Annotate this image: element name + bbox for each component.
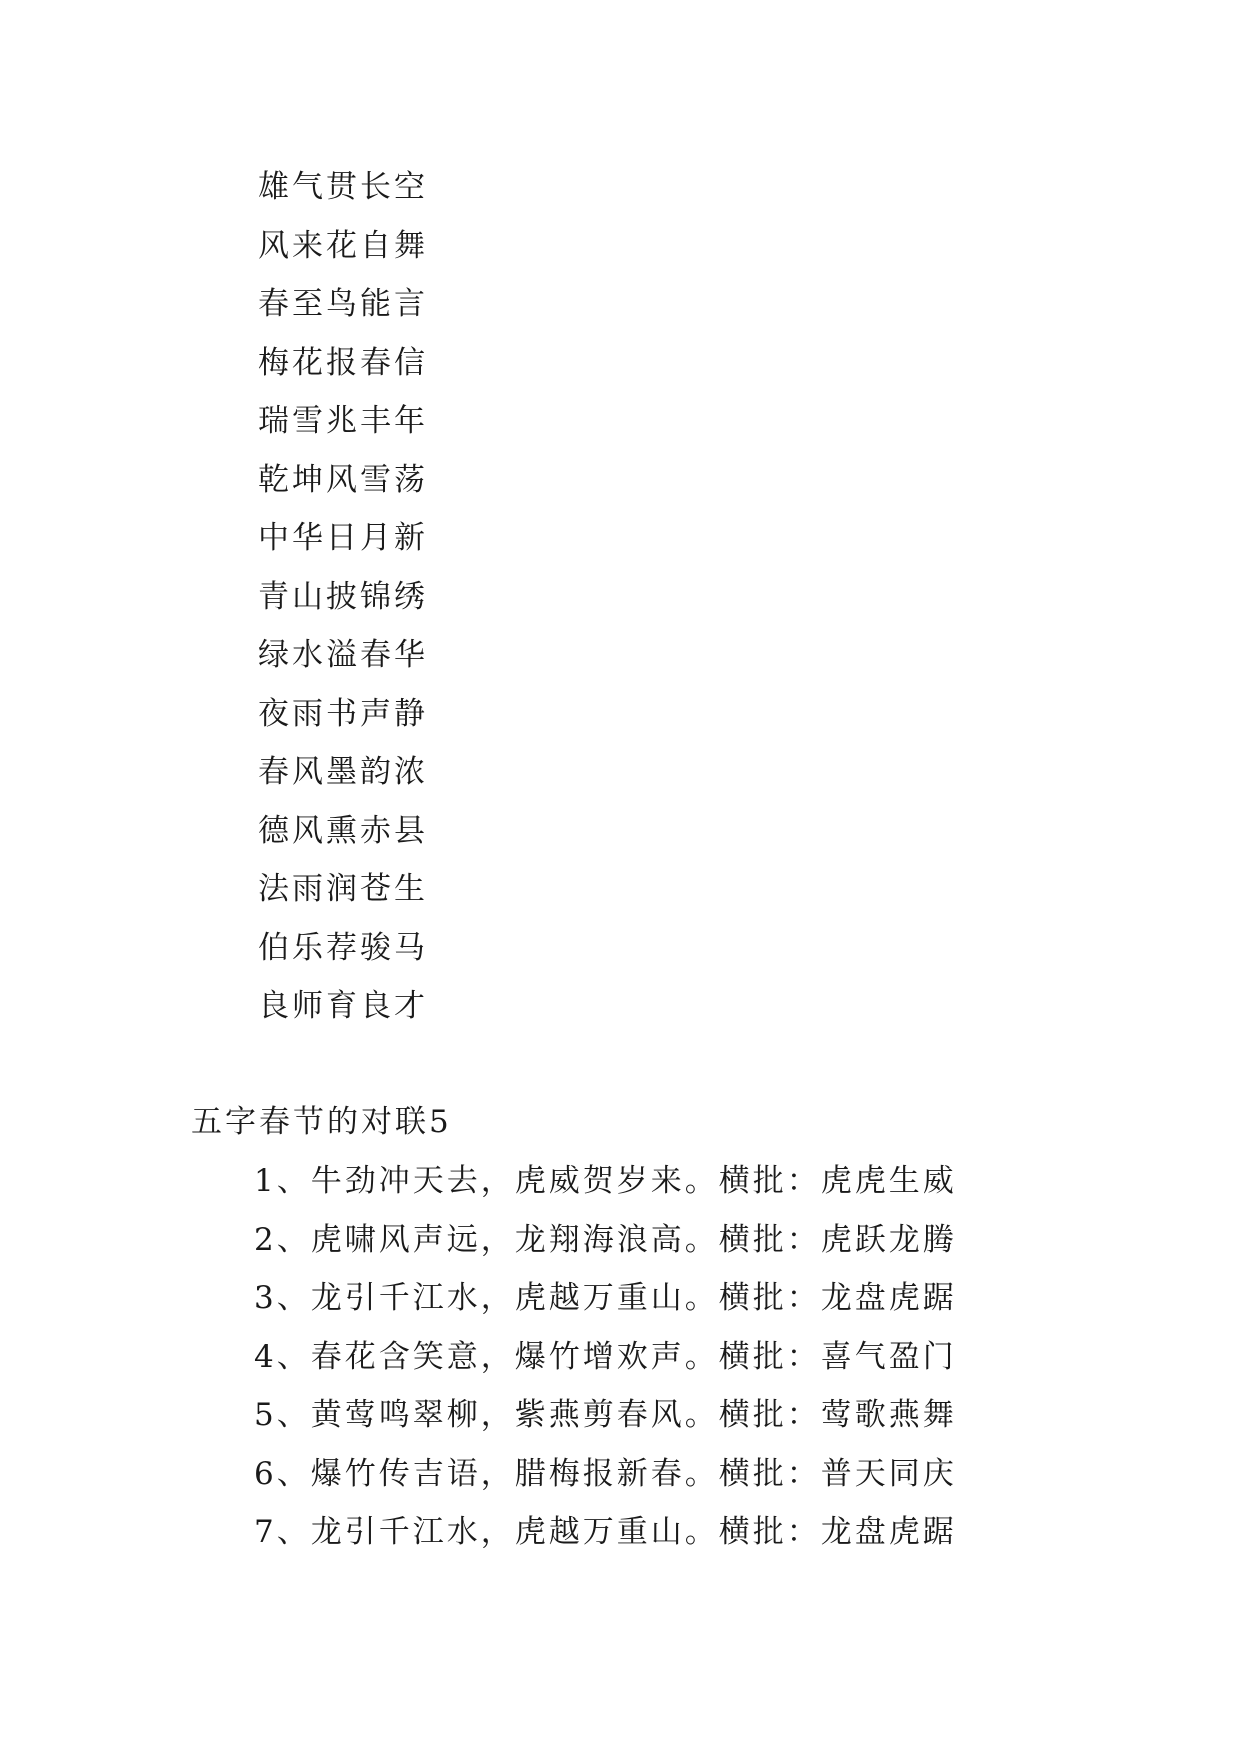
couplet-line: 青山披锦绣 bbox=[258, 578, 428, 615]
couplet-line: 伯乐荐骏马 bbox=[258, 929, 428, 966]
numbered-couplet-item: 5、黄莺鸣翠柳，紫燕剪春风。横批：莺歌燕舞 bbox=[254, 1397, 957, 1433]
couplet-line: 风来花自舞 bbox=[258, 227, 428, 264]
couplet-line: 中华日月新 bbox=[258, 520, 428, 556]
couplet-line: 梅花报春信 bbox=[258, 344, 428, 381]
numbered-couplet-item: 6、爆竹传吉语，腊梅报新春。横批：普天同庆 bbox=[254, 1455, 957, 1492]
couplet-line: 绿水溢春华 bbox=[258, 637, 428, 673]
couplet-line: 良师育良才 bbox=[258, 988, 428, 1024]
couplet-line: 夜雨书声静 bbox=[258, 695, 428, 732]
couplet-line: 法雨润苍生 bbox=[258, 871, 428, 907]
couplet-line: 乾坤风雪荡 bbox=[258, 461, 428, 498]
couplet-line: 春风墨韵浓 bbox=[258, 754, 428, 790]
couplet-line: 瑞雪兆丰年 bbox=[258, 403, 428, 439]
couplet-line: 雄气贯长空 bbox=[258, 169, 428, 205]
couplet-lines-list bbox=[258, 158, 428, 1036]
numbered-couplet-item: 4、春花含笑意，爆竹增欢声。横批：喜气盈门 bbox=[254, 1338, 957, 1375]
numbered-couplet-item: 1、牛劲冲天去，虎威贺岁来。横批：虎虎生威 bbox=[254, 1163, 957, 1199]
numbered-couplet-list bbox=[254, 1152, 957, 1562]
couplet-line: 德风熏赤县 bbox=[258, 812, 428, 849]
numbered-couplet-item: 7、龙引千江水，虎越万重山。横批：龙盘虎踞 bbox=[254, 1514, 957, 1550]
numbered-couplet-item: 3、龙引千江水，虎越万重山。横批：龙盘虎踞 bbox=[254, 1280, 957, 1316]
couplet-line: 春至鸟能言 bbox=[258, 286, 428, 322]
section-title: 五字春节的对联5 bbox=[191, 1104, 452, 1140]
numbered-couplet-item: 2、虎啸风声远，龙翔海浪高。横批：虎跃龙腾 bbox=[254, 1221, 957, 1258]
